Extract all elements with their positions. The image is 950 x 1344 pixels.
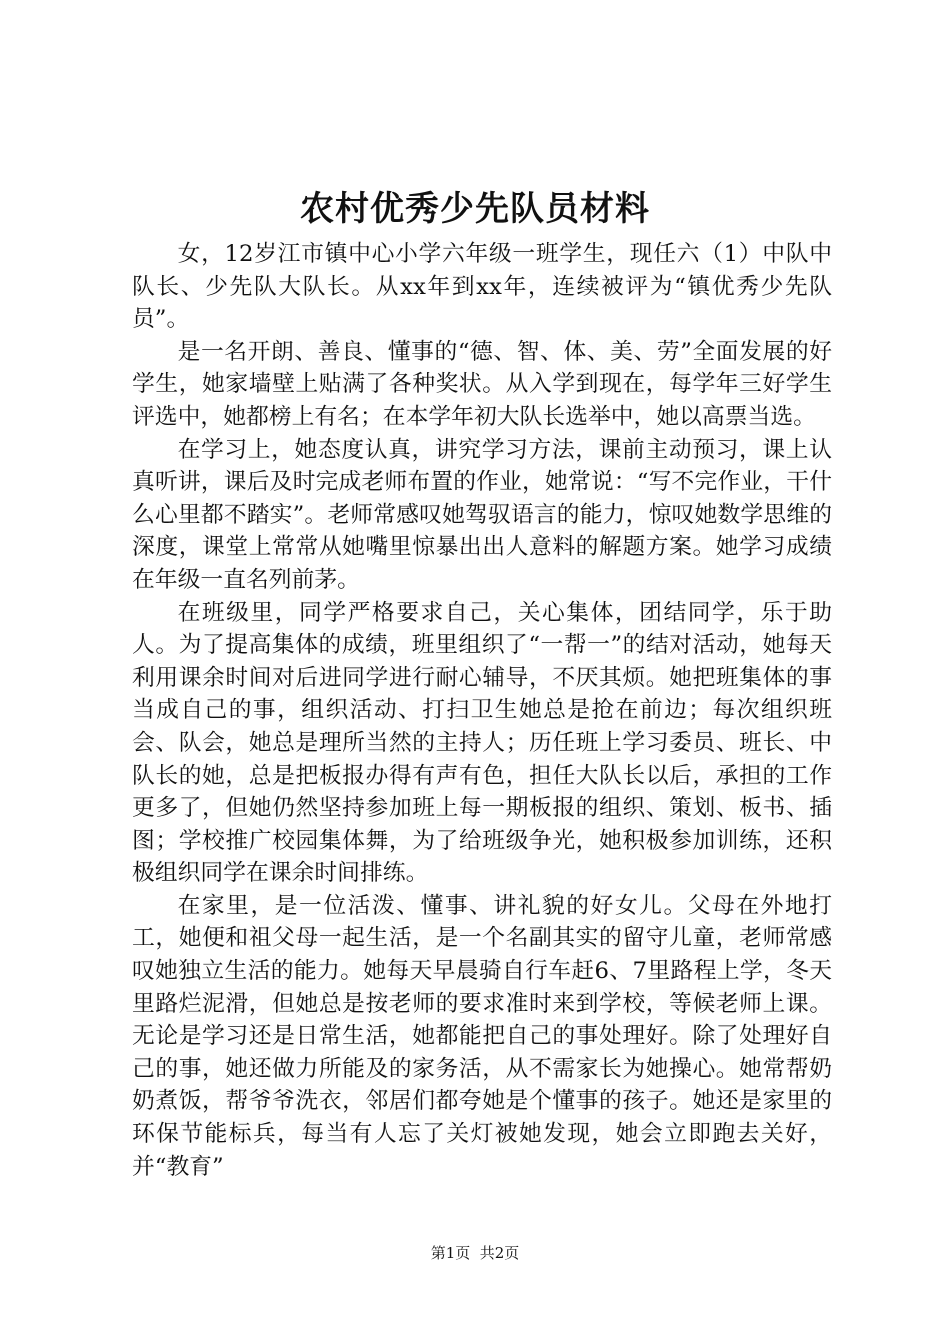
paragraph-character: 是一名开朗、善良、懂事的“德、智、体、美、劳”全面发展的好学生，她家墙壁上贴满了各种奖状。从入学到现在，每学年三好学生评选中，她都榜上有名；在本学年初大队长选举中，她以高票当选。	[132, 338, 832, 430]
document-title: 农村优秀少先队员材料	[300, 189, 650, 229]
paragraph-home: 在家里，是一位活泼、懂事、讲礼貌的好女儿。父母在外地打工，她便和祖父母一起生活，是一个名副其实的留守儿童，老师常感叹她独立生活的能力。她每天早晨骑自行车赶6、7里路程上学，冬天里路烂泥滑，但她总是按老师的要求准时来到学校，等候老师上课。无论是学习还是日常生活，她都能把自己的事处理好。除了处理好自己的事，她还做力所能及的家务活，从不需家长为她操心。她常帮奶奶煮饭，帮爷爷洗衣，邻居们都夸她是个懂事的孩子。她还是家里的环保节能标兵，每当有人忘了关灯被她发现，她会立即跑去关好，并“教育”	[132, 892, 832, 1180]
paragraph-study: 在学习上，她态度认真，讲究学习方法，课前主动预习，课上认真听讲，课后及时完成老师布置的作业，她常说：“写不完作业，干什么心里都不踏实”。老师常感叹她驾驭语言的能力，惊叹她数学思维的深度，课堂上常常从她嘴里惊暴出出人意料的解题方案。她学习成绩在年级一直名列前茅。	[132, 436, 832, 593]
paragraph-class: 在班级里，同学严格要求自己，关心集体，团结同学，乐于助人。为了提高集体的成绩，班里组织了“一帮一”的结对活动，她每天利用课余时间对后进同学进行耐心辅导，不厌其烦。她把班集体的事当成自己的事，组织活动、打扫卫生她总是抢在前边；每次组织班会、队会，她总是理所当然的主持人；历任班上学习委员、班长、中队长的她，总是把板报办得有声有色，担任大队长以后，承担的工作更多了，但她仍然坚持参加班上每一期板报的组织、策划、板书、插图；学校推广校园集体舞，为了给班级争光，她积极参加训练，还积极组织同学在课余时间排练。	[132, 599, 832, 887]
page-number: 第1页 共2页	[430, 1244, 520, 1262]
document-body	[132, 238, 832, 1183]
paragraph-intro: 女，12岁江市镇中心小学六年级一班学生，现任六（1）中队中队长、少先队大队长。从xx年到xx年，连续被评为“镇优秀少先队员”。	[132, 241, 832, 333]
page-footer	[0, 1243, 950, 1263]
